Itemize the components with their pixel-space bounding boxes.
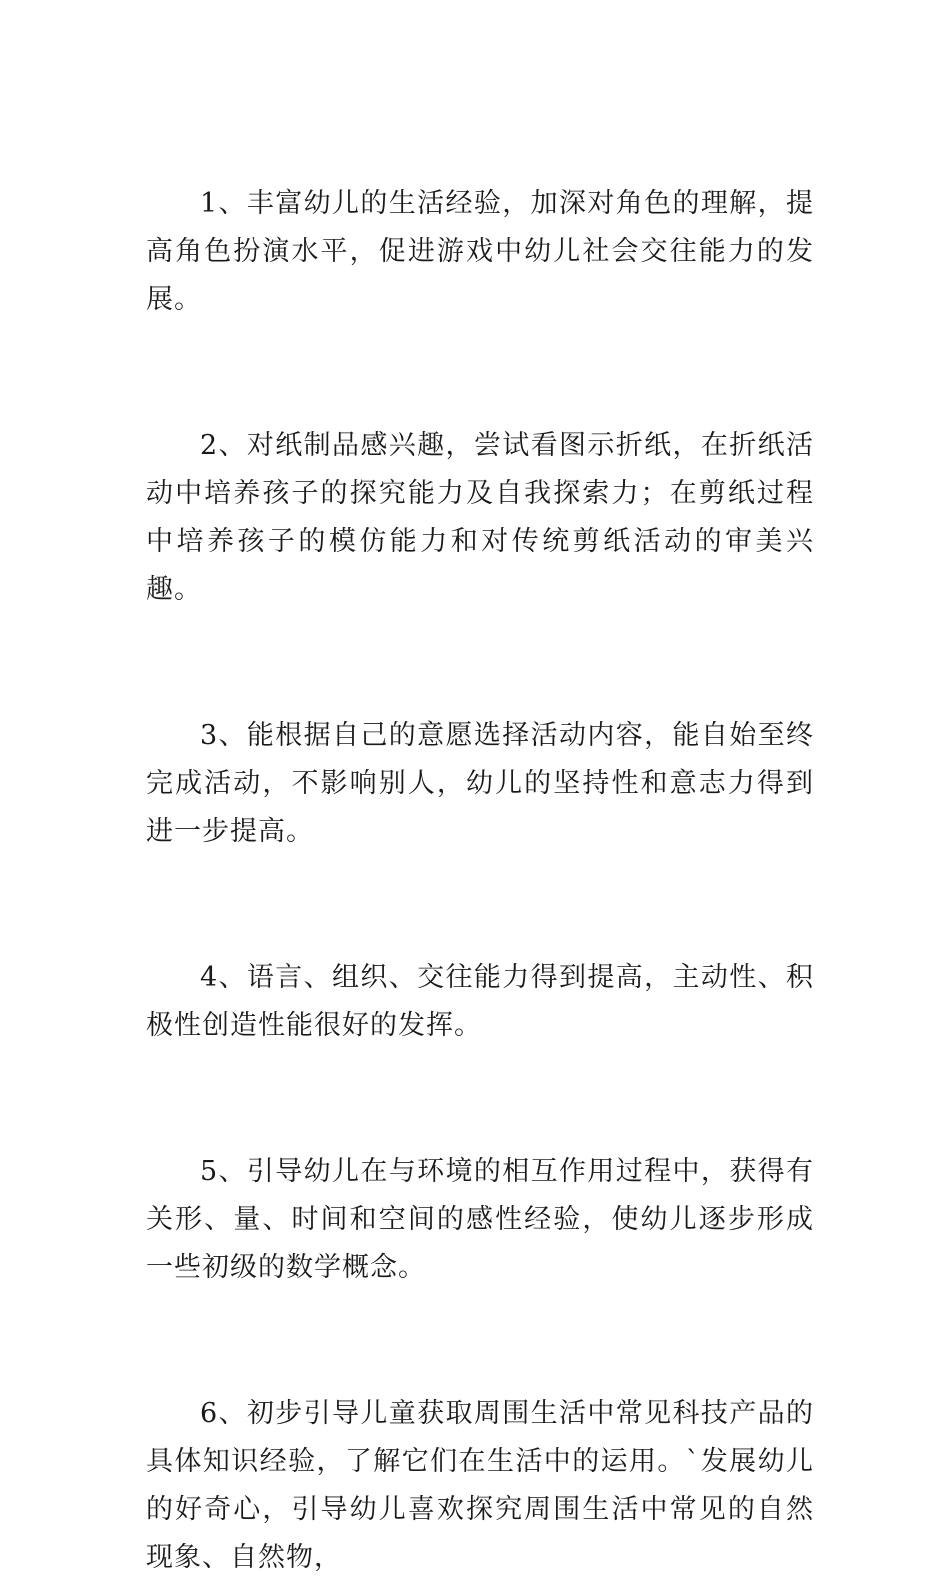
document-body (146, 180, 814, 1582)
paragraph-4: 4、语言、组织、交往能力得到提高，主动性、积极性创造性能很好的发挥。 (146, 962, 814, 1041)
paragraph-5: 5、引导幼儿在与环境的相互作用过程中，获得有关形、量、时间和空间的感性经验，使幼儿逐步形成一些初级的数学概念。 (146, 1156, 814, 1283)
paragraph-3: 3、能根据自己的意愿选择活动内容，能自始至终完成活动，不影响别人，幼儿的坚持性和意志力得到进一步提高。 (146, 720, 814, 847)
paragraph-1: 1、丰富幼儿的生活经验，加深对角色的理解，提高角色扮演水平，促进游戏中幼儿社会交往能力的发展。 (146, 188, 814, 315)
paragraph-2: 2、对纸制品感兴趣，尝试看图示折纸，在折纸活动中培养孩子的探究能力及自我探索力；在剪纸过程中培养孩子的模仿能力和对传统剪纸活动的审美兴趣。 (146, 430, 814, 605)
paragraph-6: 6、初步引导儿童获取周围生活中常见科技产品的具体知识经验，了解它们在生活中的运用。`发展幼儿的好奇心，引导幼儿喜欢探究周围生活中常见的自然现象、自然物， (146, 1398, 814, 1573)
